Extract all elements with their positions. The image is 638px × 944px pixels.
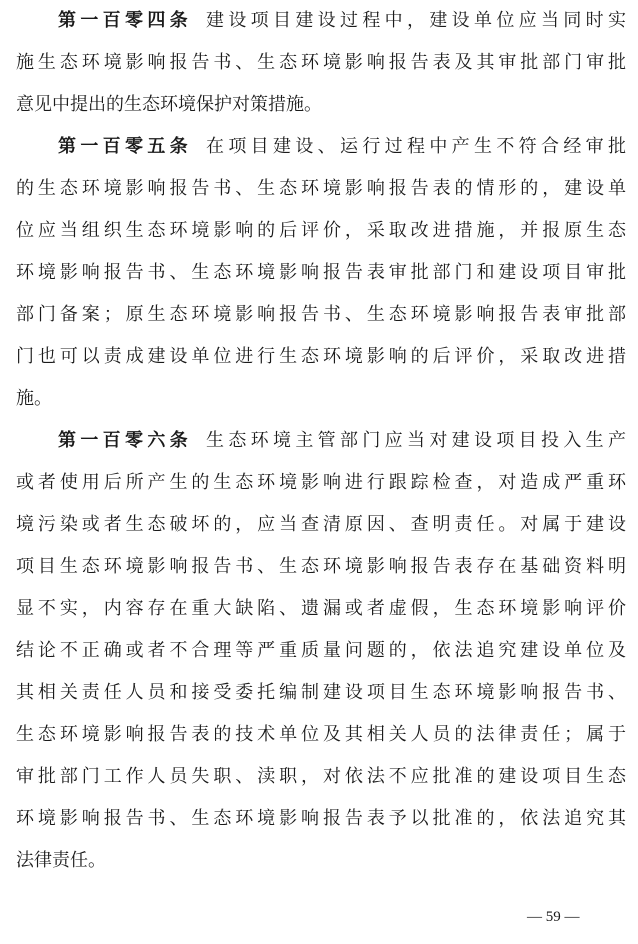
article-text-line: 环境影响报告书、生态环境影响报告表予以批准的，依法追究其 bbox=[16, 808, 626, 829]
article-text-line: 审批部门工作人员失职、渎职，对依法不应批准的建设项目生态 bbox=[16, 766, 626, 787]
article-text-line: 施。 bbox=[16, 388, 52, 409]
article-105 bbox=[16, 126, 626, 420]
article-text-line: 项目生态环境影响报告书、生态环境影响报告表存在基础资料明 bbox=[16, 556, 626, 577]
article-first-line bbox=[16, 420, 626, 462]
article-heading: 第一百零五条 bbox=[58, 136, 192, 157]
article-text-line: 门也可以责成建设单位进行生态环境影响的后评价，采取改进措 bbox=[16, 346, 626, 367]
article-104 bbox=[16, 0, 626, 126]
article-106 bbox=[16, 420, 626, 882]
article-text: 在项目建设、运行过程中产生不符合经审批 bbox=[206, 136, 626, 157]
article-text-line: 意见中提出的生态环境保护对策措施。 bbox=[16, 94, 322, 115]
article-text-line: 位应当组织生态环境影响的后评价，采取改进措施，并报原生态 bbox=[16, 220, 626, 241]
article-text-line: 法律责任。 bbox=[16, 850, 106, 871]
article-text-line: 或者使用后所产生的生态环境影响进行跟踪检查，对造成严重环 bbox=[16, 472, 626, 493]
article-first-line bbox=[16, 126, 626, 168]
article-text-line: 环境影响报告书、生态环境影响报告表审批部门和建设项目审批 bbox=[16, 262, 626, 283]
article-text-line: 其相关责任人员和接受委托编制建设项目生态环境影响报告书、 bbox=[16, 682, 626, 703]
article-text-line: 施生态环境影响报告书、生态环境影响报告表及其审批部门审批 bbox=[16, 52, 626, 73]
article-text-line: 境污染或者生态破坏的，应当查清原因、查明责任。对属于建设 bbox=[16, 514, 626, 535]
article-text: 建设项目建设过程中，建设单位应当同时实 bbox=[206, 10, 626, 31]
article-text-line: 生态环境影响报告表的技术单位及其相关人员的法律责任；属于 bbox=[16, 724, 626, 745]
page-number: — 59 — bbox=[527, 909, 580, 925]
document-page bbox=[16, 0, 626, 882]
article-text-line: 部门备案；原生态环境影响报告书、生态环境影响报告表审批部 bbox=[16, 304, 626, 325]
article-heading: 第一百零六条 bbox=[58, 430, 192, 451]
article-heading: 第一百零四条 bbox=[58, 10, 192, 31]
article-text: 生态环境主管部门应当对建设项目投入生产 bbox=[206, 430, 626, 451]
article-text-line: 的生态环境影响报告书、生态环境影响报告表的情形的，建设单 bbox=[16, 178, 626, 199]
article-first-line bbox=[16, 0, 626, 42]
article-text-line: 显不实，内容存在重大缺陷、遗漏或者虚假，生态环境影响评价 bbox=[16, 598, 626, 619]
article-text-line: 结论不正确或者不合理等严重质量问题的，依法追究建设单位及 bbox=[16, 640, 626, 661]
